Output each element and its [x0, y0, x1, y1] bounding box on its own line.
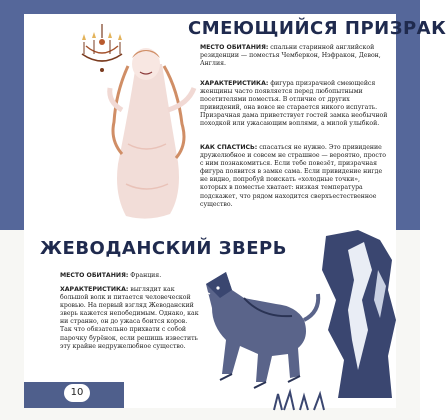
ghost-escape-label: КАК СПАСТИСЬ: [200, 144, 258, 151]
ghost-habitat-label: МЕСТО ОБИТАНИЯ: [200, 44, 269, 51]
beast-habitat-paragraph [60, 272, 210, 280]
gevaudan-beast-illustration [192, 264, 322, 394]
beast-habitat-label: МЕСТО ОБИТАНИЯ: [60, 272, 129, 279]
beast-characteristics-text: выглядит как большой волк и питается человеческой кровью. На первый взгляд Жеводанский зверь кажется непобедимым. Однако, как ни странно, он до ужаса боится коров. Так что обязательно прихвати с собой парочку бурёнок, если решишь известить эту крайне недружелюбное существо. [60, 286, 199, 350]
beast-characteristics-paragraph [60, 286, 200, 351]
ghost-escape-paragraph [200, 144, 388, 209]
beast-section-title: ЖЕВОДАНСКИЙ ЗВЕРЬ [40, 238, 287, 259]
ghost-section-title: СМЕЮЩИЙСЯ ПРИЗРАК [188, 18, 446, 39]
page-number: 10 [64, 384, 90, 402]
ghost-characteristics-paragraph [200, 80, 388, 129]
grass-illustration [270, 390, 330, 410]
laughing-ghost-illustration [108, 44, 198, 224]
beast-characteristics-label: ХАРАКТЕРИСТИКА: [60, 286, 129, 293]
ghost-characteristics-text: фигура призрачной смеющейся женщины часто появляется перед любопытными посетителями поместья. В отличие от других привидений, она вовсе не старается никого испугать. Призрачная дама приветствует гостей замка необычной походкой или ужасающим воплями, а милой улыбкой. [200, 80, 388, 128]
rock-pillar-illustration [318, 230, 398, 400]
ghost-habitat-paragraph [200, 44, 388, 68]
ghost-escape-text: спасаться не нужно. Это привидение дружелюбное и совсем не страшное — вероятно, просто с ним познакомиться. Если тебе повезёт, призрачная фигура появится в замке сама. Если привидение нигде не видно, попробуй поискать «холодные точки», которых в поместье хватает: низкая температура подскажет, что рядом находится сверхъестественное существо. [200, 144, 386, 208]
beast-habitat-text: Франция. [128, 272, 162, 279]
ghost-habitat-text: спальни старинной английской резиденции — поместья Чемберкон, Нэфракон, Девон, Англия. [200, 44, 381, 68]
ghost-characteristics-label: ХАРАКТЕРИСТИКА: [200, 80, 269, 87]
